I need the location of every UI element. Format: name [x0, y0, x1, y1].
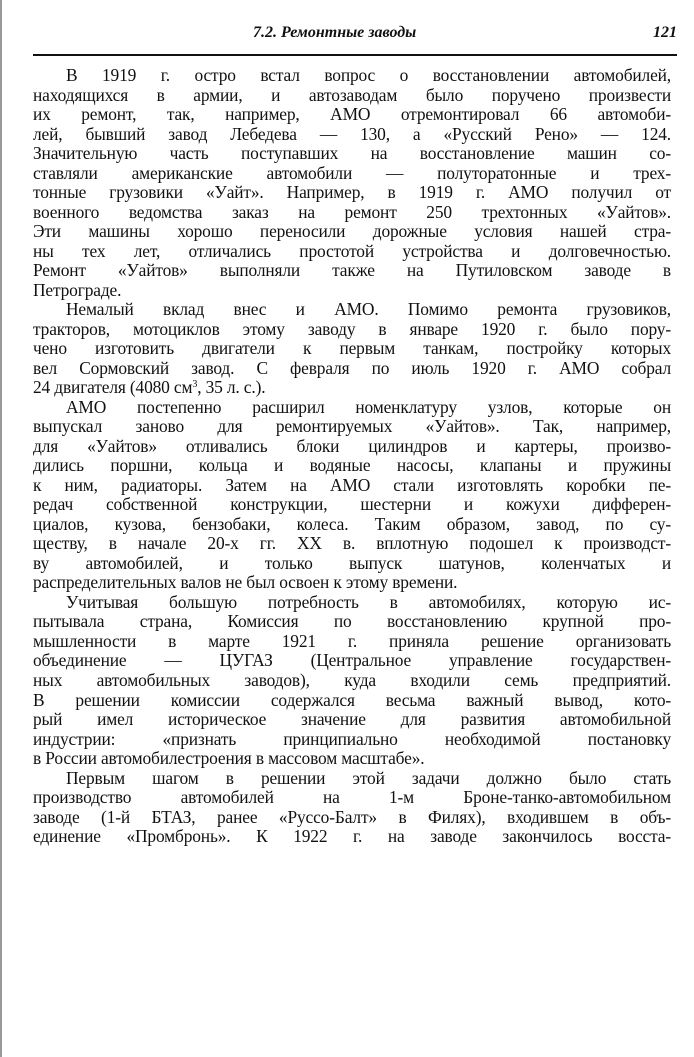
text-line: АМО постепенно расширил номенклатуру узлов, которые он	[66, 396, 671, 417]
text-line: распределительных валов не был освоен к этому времени.	[33, 572, 458, 593]
text-line: заводе (1-й БТАЗ, ранее «Руссо-Балт» в Филях), входившем в объ-	[33, 806, 671, 827]
cubic-superscript: 3	[192, 379, 198, 391]
text-line: единение «Промбронь». К 1922 г. на заводе закончилось восста-	[33, 826, 671, 847]
text-line: ных автомобильных заводов), куда входили семь предприятий.	[33, 669, 671, 690]
text-line: В 1919 г. остро встал вопрос о восстановлении автомобилей,	[66, 65, 671, 85]
text-line: Учитывая большую потребность в автомобилях, которую ис-	[66, 591, 671, 612]
text-line: пытывала страна, Комиссия по восстановлению крупной про-	[33, 611, 671, 632]
text-line: В решении комиссии содержался весьма важный вывод, кото-	[33, 689, 671, 710]
text-line: ны тех лет, отличались простотой устройства и долговечностью.	[33, 240, 671, 261]
text-line: тракторов, мотоциклов этому заводу в январе 1920 г. было пору-	[33, 318, 671, 339]
text-line: Эти машины хорошо переносили дорожные условия нашей стра-	[33, 221, 671, 242]
text-line-with-superscript	[33, 378, 671, 398]
text-line: Первым шагом в решении этой задачи должно было стать	[66, 767, 671, 788]
text-line: дились поршни, кольца и водяные насосы, клапаны и пружины	[33, 455, 671, 476]
text-line: находящихся в армии, и автозаводам было поручено произвести	[33, 84, 671, 105]
text-line: для «Уайтов» отливались блоки цилиндров и картеры, произво-	[33, 435, 671, 456]
text-line: редач собственной конструкции, шестерни и кожухи дифферен-	[33, 494, 671, 515]
text-line: к ним, радиаторы. Затем на АМО стали изготовлять коробки пе-	[33, 474, 671, 495]
paragraph	[33, 769, 671, 847]
paragraph	[33, 66, 671, 300]
text-line: военного ведомства заказ на ремонт 250 трехтонных «Уайтов».	[33, 201, 671, 222]
text-line: в России автомобилестроения в массовом масштабе».	[33, 748, 425, 769]
text-line: мышленности в марте 1921 г. приняла решение организовать	[33, 630, 671, 651]
text-line: ву автомобилей, и только выпуск шатунов, коленчатых и	[33, 552, 671, 573]
text-line: Немалый вклад внес и АМО. Помимо ремонта грузовиков,	[66, 299, 671, 320]
text-line: рый имел историческое значение для развития автомобильной	[33, 709, 671, 730]
text-line: циалов, кузова, бензобаки, колеса. Таким образом, завод, по су-	[33, 513, 671, 534]
text-line: объединение — ЦУГАЗ (Центральное управление государствен-	[33, 650, 671, 671]
page-number: 121	[653, 24, 677, 41]
text-line: Ремонт «Уайтов» выполняли также на Путиловском заводе в	[33, 260, 671, 281]
text-line: выпускал заново для ремонтируемых «Уайтов». Так, например,	[33, 416, 671, 437]
text-line: Петрограде.	[33, 279, 122, 300]
paragraph	[33, 398, 671, 593]
text-line: тонные грузовики «Уайт». Например, в 1919 г. АМО получил от	[33, 182, 671, 203]
body-text	[33, 66, 671, 847]
text-line: их ремонт, так, например, АМО отремонтировал 66 автомоби-	[33, 104, 671, 125]
text-after-superscript: , 35 л. с.).	[197, 377, 266, 398]
text-line: лей, бывший завод Лебедева — 130, а «Русский Рено» — 124.	[33, 123, 671, 144]
text-line: производство автомобилей на 1-м Броне-танко-автомобильном	[33, 787, 671, 808]
text-line: Значительную часть поступавших на восстановление машин со-	[33, 143, 671, 164]
paragraph	[33, 300, 671, 398]
text-line: индустрии: «признать принципиально необходимой постановку	[33, 728, 671, 749]
text-line: ставляли американские автомобили — полуторатонные и трех-	[33, 162, 671, 183]
text-line: чено изготовить двигатели к первым танкам, постройку которых	[33, 338, 671, 359]
text-line: ществу, в начале 20-х гг. XX в. вплотную подошел к производст-	[33, 533, 671, 554]
running-head: 7.2. Ремонтные заводы	[253, 24, 417, 41]
paragraph	[33, 593, 671, 769]
text-before-superscript: 24 двигателя (4080 см	[33, 377, 193, 398]
text-line: вел Сормовский завод. С февраля по июль 1920 г. АМО собрал	[33, 357, 671, 378]
page-header	[33, 14, 677, 56]
